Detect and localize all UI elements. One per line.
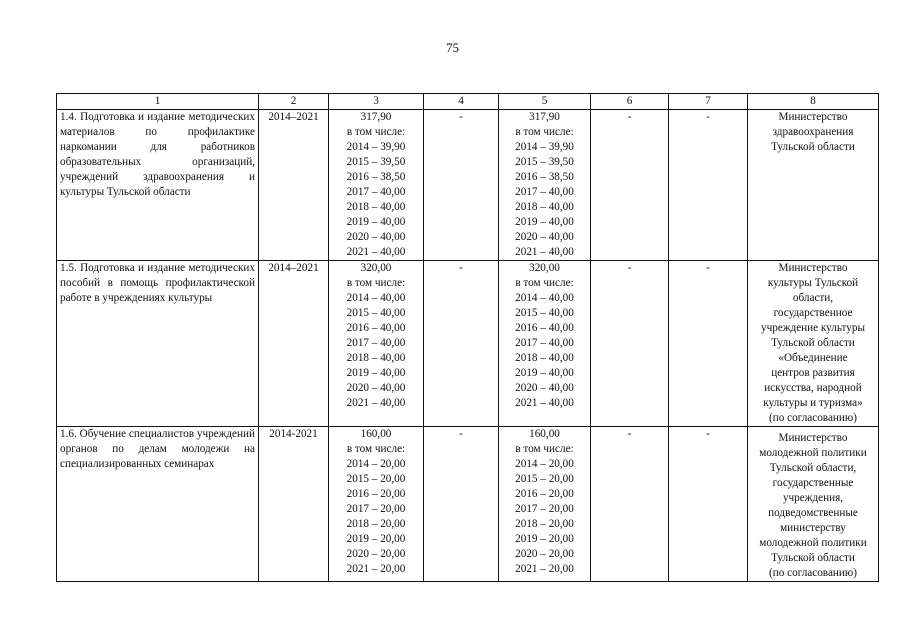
funding-col5-year-item: 2020 – 40,00 [515,231,574,243]
funding-col5-year-item: 2017 – 40,00 [515,186,574,198]
funding-col4: - [424,261,499,427]
funding-year-item: 2021 – 40,00 [346,246,406,258]
executor-line: здравоохранения [772,126,854,138]
funding-year-item: 2017 – 40,00 [346,337,406,349]
funding-total-cell [329,427,424,582]
funding-year-item: 2019 – 40,00 [346,216,406,228]
funding-col5-year-item: 2016 – 20,00 [515,488,574,500]
funding-col5-label: в том числе: [515,443,574,455]
funding-year-item: 2018 – 40,00 [346,352,406,364]
funding-col5-cell [499,261,591,427]
funding-col7: - [669,110,748,261]
executor-cell [748,427,879,582]
funding-col5-cell [499,427,591,582]
funding-label: в том числе: [346,126,406,138]
page-number: 75 [446,40,459,55]
funding-col5-year-item: 2018 – 40,00 [515,352,574,364]
funding-year-item: 2017 – 20,00 [346,503,406,515]
funding-year-item: 2018 – 40,00 [346,201,406,213]
funding-col5-year-item: 2020 – 40,00 [515,382,574,394]
funding-year-item: 2014 – 20,00 [346,458,406,470]
executor-cell [748,261,879,427]
table-row [57,427,879,582]
funding-col4: - [424,110,499,261]
funding-col5-year-item: 2019 – 40,00 [515,367,574,379]
funding-year-item: 2020 – 40,00 [346,231,406,243]
executor-line: Тульской области [771,552,855,564]
funding-col5-total: 160,00 [529,428,560,440]
funding-year-item: 2021 – 20,00 [346,563,406,575]
executor-line: государственные [772,477,854,489]
executor-line: Тульской области [771,141,855,153]
column-header: 6 [591,94,669,110]
funding-col5-year-item: 2015 – 39,50 [515,156,574,168]
funding-col6: - [591,110,669,261]
funding-year-item: 2020 – 20,00 [346,548,406,560]
funding-total: 320,00 [360,262,392,274]
funding-col5-year-item: 2015 – 40,00 [515,307,574,319]
funding-year-item: 2018 – 20,00 [346,518,406,530]
executor-text [751,427,875,581]
funding-year-item: 2014 – 40,00 [346,292,406,304]
column-number-row [57,94,879,110]
column-header: 2 [259,94,329,110]
funding-col5-year-item: 2014 – 20,00 [515,458,574,470]
executor-line: учреждения, [782,492,844,504]
executor-line: «Объединение [778,352,848,364]
executor-line: (по согласованию) [769,412,857,424]
executor-text [751,261,875,426]
executor-line: Министерство [778,111,848,123]
executor-cell [748,110,879,261]
activity-description: 1.4. Подготовка и издание методических материалов по профилактике наркомании для работников образовательных организаций, учреждений здравоохранения и культуры Тульской области [57,110,259,261]
executor-line: области, [792,292,834,304]
funding-year-item: 2021 – 40,00 [346,397,406,409]
table-row [57,110,879,261]
column-header: 4 [424,94,499,110]
funding-total-cell [329,110,424,261]
funding-col5-year-item: 2019 – 20,00 [515,533,574,545]
funding-col5-year-item: 2014 – 39,90 [515,141,574,153]
executor-line: Тульской области, [769,462,857,474]
funding-label: в том числе: [346,277,406,289]
executor-line: министерству [780,522,846,534]
column-header: 7 [669,94,748,110]
funding-label: в том числе: [346,443,406,455]
activity-period: 2014–2021 [259,110,329,261]
funding-col5-year-item: 2017 – 40,00 [515,337,574,349]
funding-col5-year-item: 2018 – 40,00 [515,201,574,213]
funding-col5-year-item: 2016 – 38,50 [515,171,574,183]
funding-col5-year-item: 2018 – 20,00 [515,518,574,530]
funding-year-item: 2015 – 39,50 [346,156,406,168]
funding-total-cell [329,261,424,427]
funding-year-item: 2016 – 38,50 [346,171,406,183]
funding-year-item: 2017 – 40,00 [346,186,406,198]
funding-col5-year-item: 2015 – 20,00 [515,473,574,485]
executor-line: молодежной политики [759,537,867,549]
funding-col5-year-item: 2021 – 40,00 [515,397,574,409]
executor-line: Министерство [778,262,848,274]
funding-year-item: 2020 – 40,00 [346,382,406,394]
column-header: 1 [57,94,259,110]
funding-col5-label: в том числе: [515,277,574,289]
executor-line: культуры Тульской [767,277,859,289]
funding-col5-year-item: 2021 – 40,00 [515,246,574,258]
executor-line: (по согласованию) [769,567,857,579]
executor-line: государственное [773,307,853,319]
activity-description: 1.6. Обучение специалистов учреждений органов по делам молодежи на специализированных семинарах [57,427,259,582]
funding-col5-year-item: 2020 – 20,00 [515,548,574,560]
executor-line: искусства, народной [764,382,862,394]
funding-col5-year-item: 2017 – 20,00 [515,503,574,515]
funding-total: 160,00 [360,428,392,440]
executor-text [751,110,875,155]
funding-total: 317,90 [360,111,392,123]
funding-year-item: 2015 – 40,00 [346,307,406,319]
funding-col7: - [669,261,748,427]
funding-col5-year-item: 2016 – 40,00 [515,322,574,334]
funding-year-item: 2016 – 20,00 [346,488,406,500]
executor-line: Министерство [778,432,848,444]
funding-year-item: 2016 – 40,00 [346,322,406,334]
funding-col5-year-item: 2014 – 40,00 [515,292,574,304]
table-row [57,261,879,427]
funding-year-item: 2014 – 39,90 [346,141,406,153]
funding-year-item: 2015 – 20,00 [346,473,406,485]
funding-col5-cell [499,110,591,261]
funding-col4: - [424,427,499,582]
funding-col6: - [591,427,669,582]
funding-col5-total: 317,90 [529,111,560,123]
column-header: 8 [748,94,879,110]
funding-col5-year-item: 2021 – 20,00 [515,563,574,575]
executor-line: учреждение культуры [761,322,865,334]
activity-period: 2014–2021 [259,261,329,427]
funding-col6: - [591,261,669,427]
activity-period: 2014-2021 [259,427,329,582]
funding-year-item: 2019 – 20,00 [346,533,406,545]
funding-col7: - [669,427,748,582]
activity-description: 1.5. Подготовка и издание методических пособий в помощь профилактической работе в учреждениях культуры [57,261,259,427]
program-table [56,93,879,582]
executor-line: Тульской области [771,337,855,349]
funding-col5-year-item: 2019 – 40,00 [515,216,574,228]
executor-line: центров развития [771,367,855,379]
column-header: 5 [499,94,591,110]
funding-col5-label: в том числе: [515,126,574,138]
column-header: 3 [329,94,424,110]
executor-line: культуры и туризма» [763,397,863,409]
executor-line: молодежной политики [759,447,867,459]
executor-line: подведомственные [768,507,858,519]
funding-year-item: 2019 – 40,00 [346,367,406,379]
funding-col5-total: 320,00 [529,262,560,274]
